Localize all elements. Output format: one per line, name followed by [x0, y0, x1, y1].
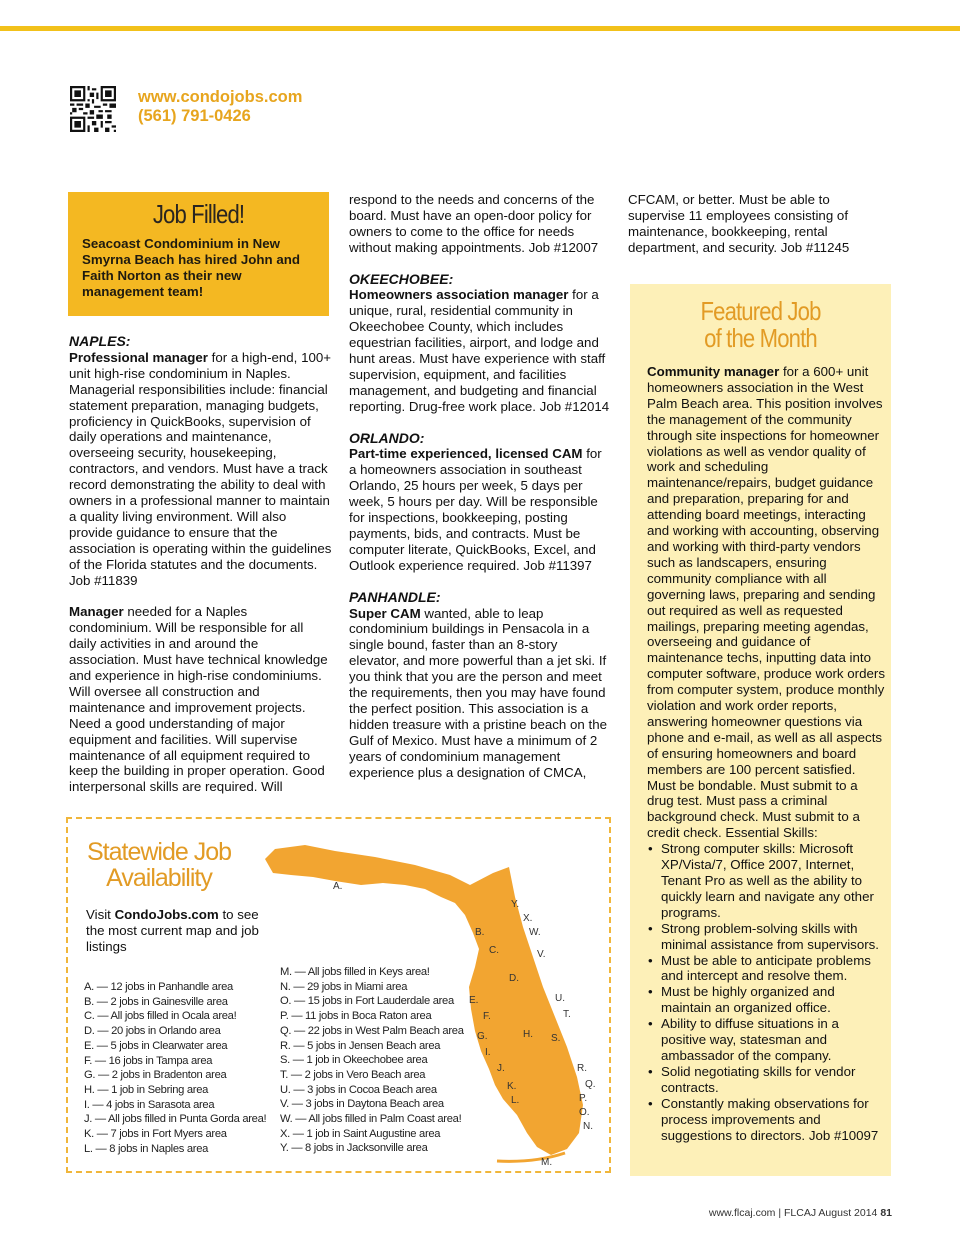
legend-item: J. — All jobs filled in Punta Gorda area!	[84, 1113, 267, 1126]
job-title: Professional manager	[69, 349, 208, 365]
page-number: 81	[880, 1207, 892, 1219]
map-marker-label: Q.	[585, 1079, 596, 1090]
orlando-job	[349, 446, 611, 573]
skill-item: • Strong problem-solving skills with minimal assistance from supervisors.	[661, 921, 887, 953]
legend-right	[280, 965, 464, 1156]
naples-job-1	[69, 350, 332, 589]
job-text: needed for a Naples condominium. Will be responsible for all daily activities in and around the association. Must have technical knowledge and experience in high-rise condominiums. Will oversee all construction and maintenance and improvement projects. Need a good understanding of major equipment and facilities. Will supervise maintenance of all equipment required to keep the building in proper operation. Good interpersonal skills are required. Will	[69, 604, 328, 795]
featured-title-line-1: Featured Job	[700, 296, 821, 326]
legend-item: U. — 3 jobs in Cocoa Beach area	[280, 1083, 437, 1096]
map-marker-label: K.	[507, 1081, 517, 1092]
orlando-heading: ORLANDO:	[349, 429, 425, 446]
visit-text	[86, 907, 266, 955]
map-marker-label: B.	[475, 927, 485, 938]
legend-item: E. — 5 jobs in Clearwater area	[84, 1039, 228, 1052]
visit-post: to see the most current map and job listings	[86, 907, 259, 954]
job-text: for a unique, rural, residential community in Okeechobee County, which includes equestrian facilities, airport, and lodge and hunt areas. Must have experience with staff supervision, equipment, and facilities management, and budgeting and financial reporting. Drug-free work place. Job #12014	[349, 287, 610, 414]
legend-item: M. — All jobs filled in Keys area!	[280, 966, 430, 978]
map-marker-label: Y.	[511, 899, 520, 910]
legend-item: A. — 12 jobs in Panhandle area	[84, 981, 233, 993]
job-filled-box	[68, 192, 329, 316]
legend-item: W. — All jobs filled in Palm Coast area!	[280, 1113, 462, 1126]
legend-item: V. — 3 jobs in Daytona Beach area	[280, 1098, 444, 1111]
top-rule	[0, 26, 960, 31]
map-marker-label: M.	[541, 1157, 553, 1167]
legend-left	[84, 980, 266, 1156]
job-title: Community manager	[647, 364, 780, 379]
map-marker-label: H.	[523, 1029, 533, 1040]
skill-item: • Must be able to anticipate problems and intercept and resolve them.	[661, 953, 887, 985]
map-marker-label: G.	[477, 1031, 488, 1042]
legend-item: P. — 11 jobs in Boca Raton area	[280, 1010, 432, 1023]
map-marker-label: V.	[537, 949, 546, 960]
legend-item: S. — 1 job in Okeechobee area	[280, 1054, 428, 1067]
map-marker-label: W.	[529, 927, 541, 938]
legend-item: K. — 7 jobs in Fort Myers area	[84, 1128, 227, 1141]
job-title: Part-time experienced, licensed CAM	[349, 446, 583, 462]
phone-number: (561) 791-0426	[138, 107, 251, 125]
skills-list	[647, 841, 887, 1143]
footer-site[interactable]: www.flcaj.com	[708, 1207, 776, 1219]
column-2	[349, 192, 611, 796]
skill-item: • Constantly making observations for process improvements and suggestions to directors. Job #10097	[661, 1096, 887, 1144]
skill-item: • Strong computer skills: Microsoft XP/Vista/7, Office 2007, Internet, Tenant Pro as well as the ability to quickly learn and navigate any other programs.	[661, 841, 887, 921]
okeechobee-job	[349, 287, 611, 414]
website-link[interactable]: www.condojobs.com	[138, 88, 303, 106]
featured-title	[650, 298, 872, 352]
map-marker-label: F.	[483, 1011, 491, 1022]
legend-item: D. — 20 jobs in Orlando area	[84, 1025, 221, 1038]
featured-body	[647, 364, 887, 1143]
visit-pre: Visit	[86, 907, 115, 922]
naples-job-2	[69, 604, 332, 795]
map-marker-label: E.	[469, 995, 479, 1006]
featured-title-line-2: of the Month	[704, 323, 817, 353]
legend-item: B. — 2 jobs in Gainesville area	[84, 995, 228, 1008]
qr-code-icon	[70, 86, 116, 132]
legend-item: Q. — 22 jobs in West Palm Beach area	[280, 1024, 464, 1037]
job-text: for a 600+ unit homeowners association in the West Palm Beach area. This position involves the management of the community through site inspections for homeowner violations as well as vendor quality of work and scheduling maintenance/repairs, budget guidance and preparation, preparing for and attending board meetings, interacting and working with accounting, observing and working with third-party vendors such as landscapers, ensuring community compliance with all governing laws, preparing and sending out required as well as requested mailings, preparing meeting agendas, overseeing and guidance of maintenance techs, inputting data into computer software, produce work orders from computer system, produce monthly violation and work order reports, answering homeowner questions via phone and e-mail, as well as all aspects of ensuring homeowners and board members are 100 percent satisfied. Must be bondable. Must submit to a drug test. Must pass a criminal background check. Must submit to a credit check. Essential Skills:	[647, 364, 885, 841]
footer-divider: |	[778, 1207, 784, 1219]
map-marker-label: J.	[497, 1063, 505, 1074]
skill-item: • Must be highly organized and maintain an organized office.	[661, 984, 887, 1016]
statewide-title-line-1: Statewide Job	[86, 838, 232, 866]
legend-item: R. — 5 jobs in Jensen Beach area	[280, 1039, 441, 1052]
map-marker-label: S.	[551, 1033, 561, 1044]
footer-date: August 2014	[818, 1207, 878, 1219]
map-marker-label: N.	[583, 1121, 593, 1132]
skill-item: • Ability to diffuse situations in a positive way, statesman and ambassador of the company.	[661, 1016, 887, 1064]
statewide-title	[84, 839, 234, 891]
legend-item: H. — 1 job in Sebring area	[84, 1083, 209, 1096]
job-filled-text: Seacoast Condominium in New Smyrna Beach has hired John and Faith Norton as their new management team!	[82, 236, 300, 299]
map-marker-label: P.	[579, 1093, 588, 1104]
map-marker-label: C.	[489, 945, 499, 956]
legend-item: I. — 4 jobs in Sarasota area	[84, 1098, 215, 1111]
legend-item: O. — 15 jobs in Fort Lauderdale area	[280, 995, 454, 1008]
map-marker-label: R.	[577, 1063, 587, 1074]
condojobs-link[interactable]: CondoJobs.com	[114, 907, 219, 922]
legend-item: Y. — 8 jobs in Jacksonville area	[280, 1142, 428, 1155]
featured-description	[647, 364, 887, 841]
job-text: for a high-end, 100+ unit high-rise condominium in Naples. Managerial responsibilities include: financial statement preparation, managing budgets, proficiency in QuickBooks, supervision of daily operations and maintenance, overseeing security, housekeeping, contractors, and vendors. Must have a track record demonstrating the ability to deal with owners in a professional manner to maintain a quality living environment. Will also provide guidance to ensure that the association is operating within the guidelines of the Florida statutes and the documents. Job #11839	[69, 349, 332, 588]
panhandle-job-continued: CFCAM, or better. Must be able to supervise 11 employees consisting of maintenance, bookkeeping, rental department, and security. Job #11245	[628, 192, 850, 255]
footer-magazine: FLCAJ	[783, 1207, 817, 1219]
panhandle-heading: PANHANDLE:	[349, 588, 441, 605]
statewide-box	[66, 817, 611, 1173]
contact-block	[138, 88, 302, 126]
job-title: Super CAM	[349, 605, 421, 621]
column-1	[69, 334, 332, 811]
map-marker-label: O.	[579, 1107, 590, 1118]
job-title: Manager	[69, 604, 124, 620]
legend-item: X. — 1 job in Saint Augustine area	[280, 1127, 441, 1140]
page-footer	[709, 1207, 892, 1219]
job-text: for a homeowners association in southeast Orlando, 25 hours per week, 5 days per week, 5 hours per day. Will be responsible for inspections, bookkeeping, posting payments, bids, and contracts. Must be computer literate, QuickBooks, Excel, and Outlook experience required. Job #11397	[349, 446, 602, 573]
panhandle-job	[349, 606, 611, 781]
naples-job-2-continued: respond to the needs and concerns of the board. Must have an open-door policy for owners to come to the office for needs without making appointments. Job #12007	[349, 192, 599, 255]
legend-item: N. — 29 jobs in Miami area	[280, 980, 408, 993]
column-3	[628, 192, 890, 272]
legend-item: L. — 8 jobs in Naples area	[84, 1142, 209, 1155]
okeechobee-heading: OKEECHOBEE:	[349, 270, 454, 287]
map-marker-label: I.	[485, 1047, 491, 1058]
statewide-title-line-2: Availability	[106, 864, 212, 892]
job-text: wanted, able to leap condominium buildings in Pensacola in a single bound, faster than an 8-story elevator, and more powerful than a jet ski. If you think that you are the person and meet the requirements, then you may have found the perfect position. This association is a hidden treasure with a pristine beach on the Gulf of Mexico. Must have a minimum of 2 years of condominium management experience plus a designation of CMCA,	[349, 605, 607, 780]
legend-item: T. — 2 jobs in Vero Beach area	[280, 1068, 426, 1081]
skill-item: • Solid negotiating skills for vendor contracts.	[661, 1064, 887, 1096]
job-filled-title: Job Filled!	[152, 199, 245, 229]
naples-heading: NAPLES:	[69, 333, 131, 349]
job-title: Homeowners association manager	[349, 287, 569, 303]
florida-keys	[497, 1153, 565, 1161]
map-marker-label: L.	[511, 1095, 520, 1106]
map-marker-label: T.	[563, 1009, 571, 1020]
legend-item: C. — All jobs filled in Ocala area!	[84, 1010, 237, 1023]
map-marker-label: A.	[333, 881, 343, 892]
map-marker-label: D.	[509, 973, 519, 984]
featured-job-box	[630, 284, 891, 1176]
legend-item: G. — 2 jobs in Bradenton area	[84, 1069, 227, 1082]
legend-item: F. — 16 jobs in Tampa area	[84, 1054, 213, 1067]
map-marker-label: U.	[555, 993, 565, 1004]
map-marker-label: X.	[523, 913, 533, 924]
